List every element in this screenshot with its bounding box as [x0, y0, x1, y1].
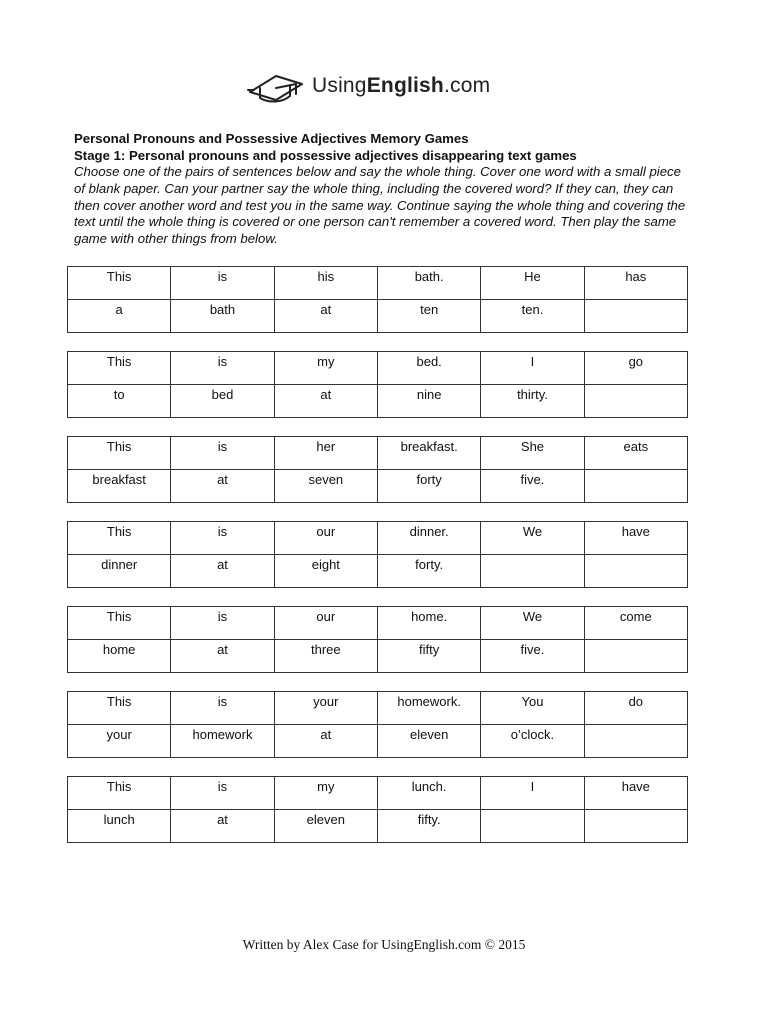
word-cell: We: [481, 607, 584, 640]
word-cell: bath: [171, 300, 274, 333]
word-cell: at: [274, 385, 377, 418]
header-block: [74, 130, 694, 248]
word-cell: is: [171, 607, 274, 640]
table-row: [68, 640, 688, 673]
word-cell: home: [68, 640, 171, 673]
table-row: [68, 725, 688, 758]
sentence-table: [67, 521, 688, 588]
word-cell: [584, 555, 687, 588]
word-cell: fifty: [377, 640, 480, 673]
word-cell: He: [481, 267, 584, 300]
word-cell: thirty.: [481, 385, 584, 418]
word-cell: [481, 810, 584, 843]
word-cell: his: [274, 267, 377, 300]
word-cell: forty.: [377, 555, 480, 588]
word-cell: our: [274, 522, 377, 555]
table-row: [68, 267, 688, 300]
sentence-table: [67, 776, 688, 843]
word-cell: is: [171, 522, 274, 555]
word-cell: bed.: [377, 352, 480, 385]
table-row: [68, 555, 688, 588]
word-cell: have: [584, 777, 687, 810]
word-cell: to: [68, 385, 171, 418]
word-cell: a: [68, 300, 171, 333]
word-cell: [584, 725, 687, 758]
table-row: [68, 522, 688, 555]
word-cell: You: [481, 692, 584, 725]
word-cell: seven: [274, 470, 377, 503]
page-title: Personal Pronouns and Possessive Adjectives Memory Games: [74, 131, 469, 146]
word-cell: eats: [584, 437, 687, 470]
word-cell: I: [481, 777, 584, 810]
word-cell: have: [584, 522, 687, 555]
word-cell: lunch.: [377, 777, 480, 810]
word-cell: o’clock.: [481, 725, 584, 758]
word-cell: I: [481, 352, 584, 385]
word-cell: This: [68, 267, 171, 300]
graduation-cap-icon: [246, 70, 304, 104]
table-row: [68, 810, 688, 843]
word-cell: is: [171, 352, 274, 385]
word-cell: five.: [481, 640, 584, 673]
word-cell: ten: [377, 300, 480, 333]
word-cell: forty: [377, 470, 480, 503]
word-cell: our: [274, 607, 377, 640]
sentence-tables: [67, 266, 688, 861]
word-cell: This: [68, 692, 171, 725]
word-cell: dinner: [68, 555, 171, 588]
sentence-table: [67, 351, 688, 418]
table-row: [68, 607, 688, 640]
word-cell: breakfast.: [377, 437, 480, 470]
sentence-table: [67, 266, 688, 333]
word-cell: your: [274, 692, 377, 725]
word-cell: is: [171, 437, 274, 470]
word-cell: my: [274, 352, 377, 385]
word-cell: at: [274, 300, 377, 333]
table-row: [68, 300, 688, 333]
word-cell: This: [68, 352, 171, 385]
word-cell: [481, 555, 584, 588]
word-cell: do: [584, 692, 687, 725]
logo-text: UsingEnglish.com: [312, 74, 491, 97]
word-cell: come: [584, 607, 687, 640]
table-row: [68, 470, 688, 503]
table-row: [68, 437, 688, 470]
word-cell: [584, 300, 687, 333]
word-cell: breakfast: [68, 470, 171, 503]
instructions-text: Choose one of the pairs of sentences below and say the whole thing. Cover one word with a small piece of blank paper. Can your partner say the whole thing, including the covered word? If they can, they can then cover another word and test you in the same way. Continue saying the whole thing and covering the text until the whole thing is covered or one person can't remember a covered word. Then play the same game with other things from below.: [74, 164, 686, 247]
word-cell: [584, 470, 687, 503]
word-cell: homework.: [377, 692, 480, 725]
table-row: [68, 352, 688, 385]
word-cell: [584, 385, 687, 418]
word-cell: home.: [377, 607, 480, 640]
word-cell: fifty.: [377, 810, 480, 843]
word-cell: bath.: [377, 267, 480, 300]
word-cell: homework: [171, 725, 274, 758]
word-cell: at: [171, 470, 274, 503]
word-cell: at: [171, 555, 274, 588]
word-cell: bed: [171, 385, 274, 418]
stage-subtitle: Stage 1: Personal pronouns and possessive adjectives disappearing text games: [74, 148, 577, 163]
word-cell: This: [68, 522, 171, 555]
word-cell: three: [274, 640, 377, 673]
footer-credit: Written by Alex Case for UsingEnglish.com © 2015: [242, 937, 526, 952]
word-cell: [584, 810, 687, 843]
word-cell: She: [481, 437, 584, 470]
word-cell: at: [171, 640, 274, 673]
word-cell: lunch: [68, 810, 171, 843]
word-cell: eleven: [377, 725, 480, 758]
word-cell: This: [68, 437, 171, 470]
word-cell: at: [171, 810, 274, 843]
word-cell: [584, 640, 687, 673]
sentence-table: [67, 691, 688, 758]
sentence-table: [67, 606, 688, 673]
word-cell: her: [274, 437, 377, 470]
word-cell: at: [274, 725, 377, 758]
sentence-table: [67, 436, 688, 503]
word-cell: go: [584, 352, 687, 385]
word-cell: dinner.: [377, 522, 480, 555]
word-cell: is: [171, 777, 274, 810]
word-cell: This: [68, 607, 171, 640]
word-cell: nine: [377, 385, 480, 418]
word-cell: is: [171, 692, 274, 725]
word-cell: your: [68, 725, 171, 758]
site-logo: [246, 68, 546, 108]
table-row: [68, 385, 688, 418]
table-row: [68, 777, 688, 810]
word-cell: eleven: [274, 810, 377, 843]
word-cell: We: [481, 522, 584, 555]
word-cell: my: [274, 777, 377, 810]
word-cell: five.: [481, 470, 584, 503]
word-cell: ten.: [481, 300, 584, 333]
word-cell: This: [68, 777, 171, 810]
word-cell: has: [584, 267, 687, 300]
word-cell: is: [171, 267, 274, 300]
word-cell: eight: [274, 555, 377, 588]
table-row: [68, 692, 688, 725]
